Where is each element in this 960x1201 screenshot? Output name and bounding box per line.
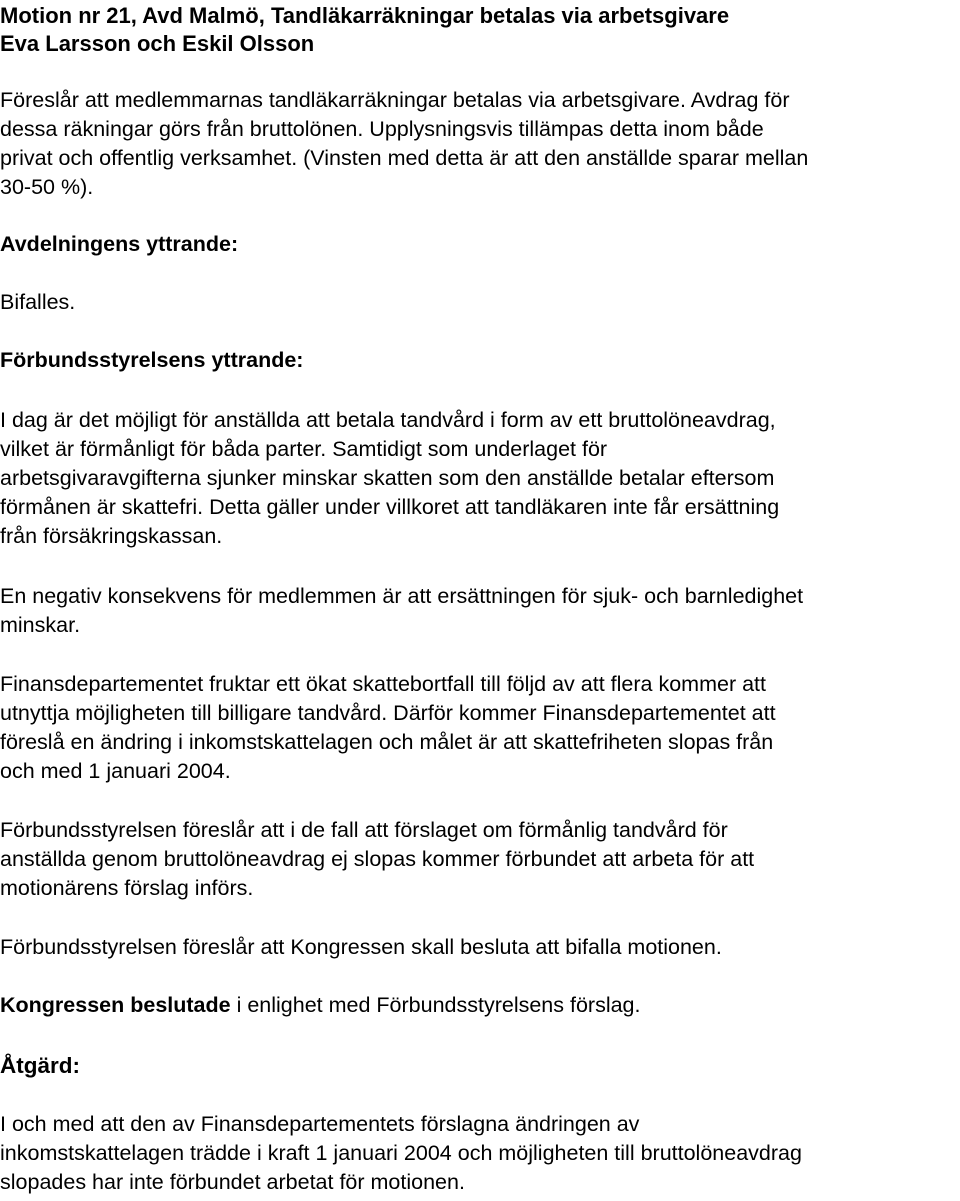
atgard-text-line: inkomstskattelagen trädde i kraft 1 januari 2004 och möjligheten till bruttolöneavdrag xyxy=(0,1141,802,1165)
motion-title: Motion nr 21, Avd Malmö, Tandläkarräkningar betalas via arbetsgivare xyxy=(0,3,730,28)
atgard-text-line: I och med att den av Finansdepartementets förslagna ändringen av xyxy=(0,1112,640,1136)
forbund-p1-line: I dag är det möjligt för anställda att betala tandvård i form av ett bruttolöneavdrag, xyxy=(0,408,776,432)
atgard-text-line: slopades har inte förbundet arbetat för motionen. xyxy=(0,1170,465,1194)
forbund-p4-line: motionärens förslag införs. xyxy=(0,876,254,900)
forbund-p3-line: Finansdepartementet fruktar ett ökat skattebortfall till följd av att flera kommer att xyxy=(0,672,766,696)
forbund-p3-line: föreslå en ändring i inkomstskattelagen och målet är att skattefriheten slopas från xyxy=(0,730,774,754)
avdelning-text: Bifalles. xyxy=(0,290,76,314)
forbund-p5-line: Förbundsstyrelsen föreslår att Kongressen skall besluta att bifalla motionen. xyxy=(0,935,722,959)
forbund-p4-line: Förbundsstyrelsen föreslår att i de fall att förslaget om förmånlig tandvård för xyxy=(0,818,728,842)
forbund-p2-line: En negativ konsekvens för medlemmen är att ersättningen för sjuk- och barnledighet xyxy=(0,584,804,608)
motion-text-line: dessa räkningar görs från bruttolönen. Upplysningsvis tillämpas detta inom både xyxy=(0,117,764,141)
avdelning-heading: Avdelningens yttrande: xyxy=(0,232,239,256)
motion-text-line: 30-50 %). xyxy=(0,175,94,199)
forbund-p1-line: vilket är förmånligt för båda parter. Samtidigt som underlaget för xyxy=(0,437,608,461)
forbund-p2-line: minskar. xyxy=(0,613,81,637)
motion-authors: Eva Larsson och Eskil Olsson xyxy=(0,31,315,56)
motion-text-line: privat och offentlig verksamhet. (Vinsten med detta är att den anställde sparar mellan xyxy=(0,146,809,170)
forbund-p1-line: arbetsgivaravgifterna sjunker minskar skatten som den anställde betalar eftersom xyxy=(0,466,775,490)
decision-line xyxy=(0,991,641,1020)
forbund-p1-line: förmånen är skattefri. Detta gäller under villkoret att tandläkaren inte får ersättning xyxy=(0,495,780,519)
decision-rest: i enlighet med Förbundsstyrelsens förslag. xyxy=(230,993,641,1017)
forbund-heading: Förbundsstyrelsens yttrande: xyxy=(0,348,304,372)
atgard-heading: Åtgärd: xyxy=(0,1053,80,1078)
decision-bold: Kongressen beslutade xyxy=(0,993,231,1017)
motion-text-line: Föreslår att medlemmarnas tandläkarräkningar betalas via arbetsgivare. Avdrag för xyxy=(0,88,790,112)
forbund-p4-line: anställda genom bruttolöneavdrag ej slopas kommer förbundet att arbeta för att xyxy=(0,847,755,871)
forbund-p3-line: och med 1 januari 2004. xyxy=(0,759,231,783)
forbund-p3-line: utnyttja möjligheten till billigare tandvård. Därför kommer Finansdepartementet att xyxy=(0,701,776,725)
forbund-p1-line: från försäkringskassan. xyxy=(0,524,223,548)
